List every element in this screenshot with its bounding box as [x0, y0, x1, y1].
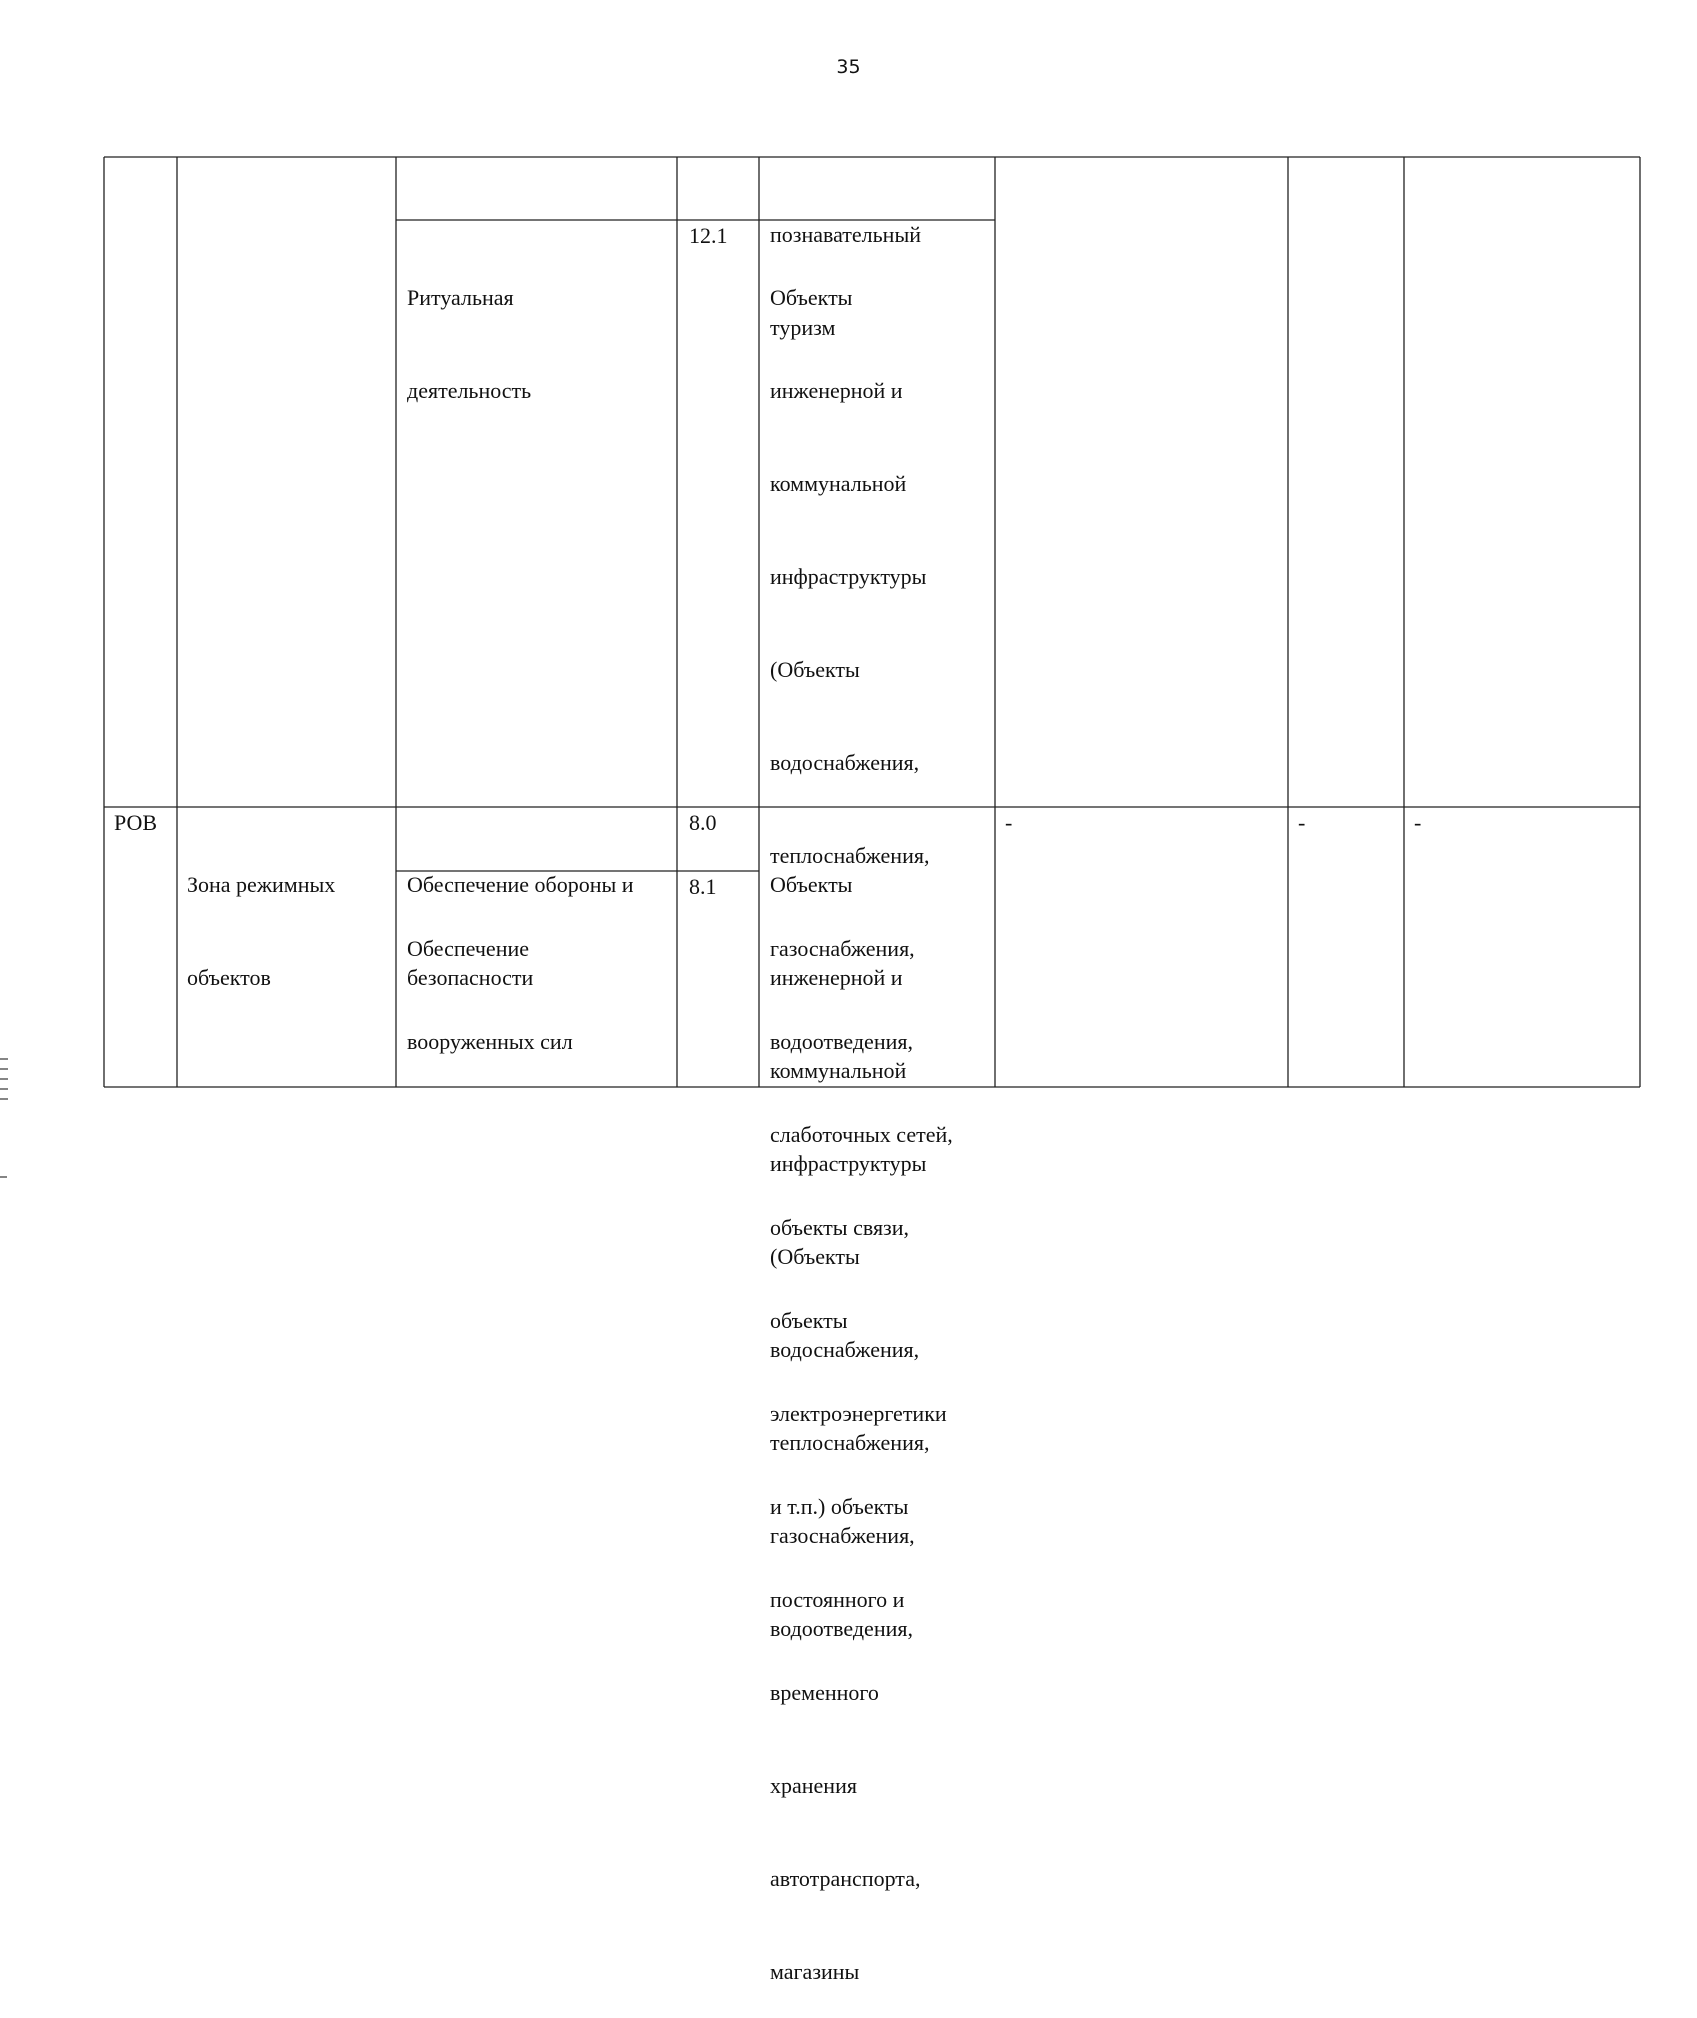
text-line: объекты связи,	[770, 1215, 910, 1240]
cell-rov-use2-name	[407, 871, 573, 1088]
page-number: 35	[836, 56, 861, 78]
text-line: водоотведения,	[770, 1029, 913, 1054]
cell-rov-code: РОВ	[114, 810, 158, 835]
text-line: познавательный	[770, 222, 922, 247]
text-line: инфраструктуры	[770, 1151, 927, 1176]
text-line: теплоснабжения,	[770, 843, 930, 868]
cell-rov-col7: -	[1298, 810, 1306, 835]
cell-rov-use1-code: 8.0	[689, 810, 717, 835]
text-line: коммунальной	[770, 1058, 907, 1083]
text-line: (Объекты	[770, 1244, 860, 1269]
text-line: объектов	[187, 965, 271, 990]
cell-ritual-name	[407, 220, 531, 437]
text-line: магазины	[770, 1959, 860, 1984]
text-line: водоснабжения,	[770, 750, 920, 775]
text-line: Обеспечение	[407, 936, 529, 961]
cell-rov-zone-name	[187, 807, 335, 1024]
text-line: инженерной и	[770, 378, 903, 403]
text-line: инженерной и	[770, 965, 903, 990]
text-line: объекты	[770, 1308, 848, 1333]
text-line: теплоснабжения,	[770, 1430, 930, 1455]
text-line: слаботочных сетей,	[770, 1122, 953, 1147]
text-line: коммунальной	[770, 471, 907, 496]
text-line: Ритуальная	[407, 285, 514, 310]
text-line: временного	[770, 1680, 879, 1705]
text-line: безопасности	[407, 965, 534, 990]
text-line: вооруженных сил	[407, 1029, 573, 1054]
cell-rov-allowed	[770, 807, 929, 1675]
cell-rov-col8: -	[1414, 810, 1422, 835]
text-line: Зона режимных	[187, 872, 336, 897]
text-line: электроэнергетики	[770, 1401, 947, 1426]
text-line: хранения	[770, 1773, 857, 1798]
text-line: постоянного и	[770, 1587, 905, 1612]
cell-rov-col6: -	[1005, 810, 1013, 835]
scan-edge-marks	[0, 1055, 12, 1185]
text-line: Обеспечение обороны и	[407, 872, 634, 897]
cell-rov-use2-code: 8.1	[689, 874, 717, 899]
text-line: Объекты	[770, 285, 853, 310]
text-line: автотранспорта,	[770, 1866, 921, 1891]
text-line: газоснабжения,	[770, 936, 915, 961]
text-line: Объекты	[770, 872, 853, 897]
cell-ritual-code: 12.1	[689, 223, 728, 248]
text-line: водоснабжения,	[770, 1337, 920, 1362]
text-line: деятельность	[407, 378, 532, 403]
text-line: (Объекты	[770, 657, 860, 682]
text-line: водоотведения,	[770, 1616, 913, 1641]
text-line: инфраструктуры	[770, 564, 927, 589]
text-line: газоснабжения,	[770, 1523, 915, 1548]
text-line: туризм	[770, 315, 836, 340]
text-line: и т.п.) объекты	[770, 1494, 909, 1519]
